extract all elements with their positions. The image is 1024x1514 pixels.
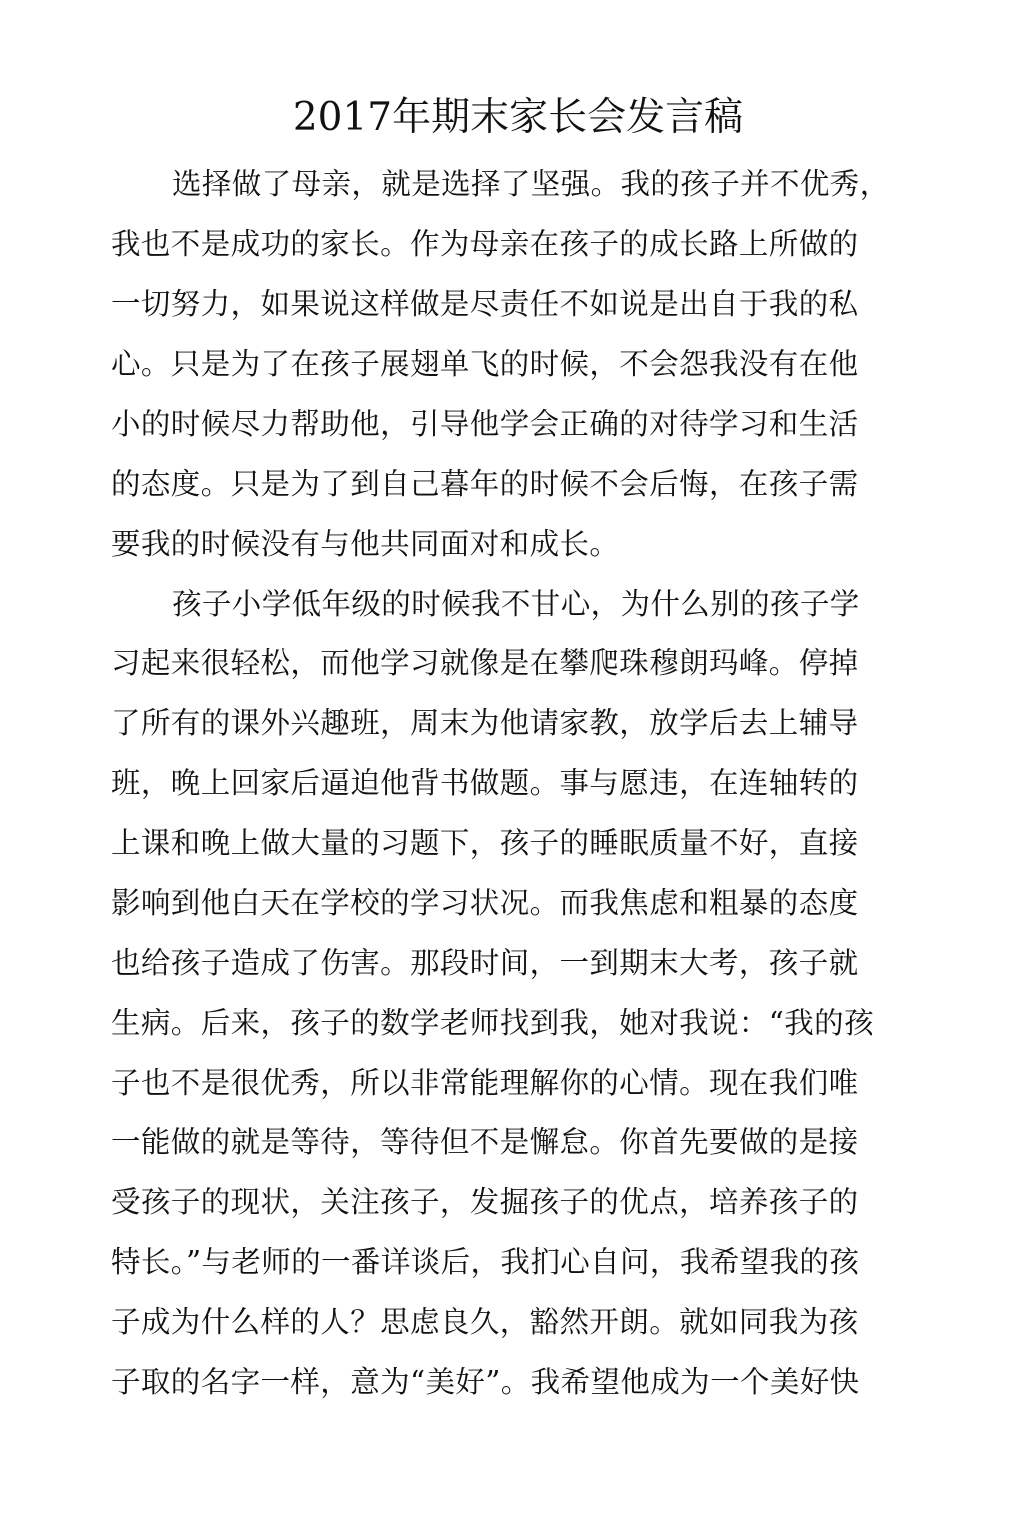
paragraph-1-line-6: 的态度。只是为了到自己暮年的时候不会后悔，在孩子需	[111, 467, 859, 501]
paragraph-2-line-10: 一能做的就是等待，等待但不是懈怠。你首先要做的是接	[111, 1125, 859, 1159]
paragraph-2-line-13: 子成为什么样的人？思虑良久，豁然开朗。就如同我为孩	[111, 1305, 859, 1339]
paragraph-2-line-12: 特长。”与老师的一番详谈后，我扪心自问，我希望我的孩	[111, 1245, 860, 1279]
paragraph-2-line-3: 了所有的课外兴趣班，周末为他请家教，放学后去上辅导	[111, 706, 859, 740]
paragraph-2-line-7: 也给孩子造成了伤害。那段时间，一到期末大考，孩子就	[111, 946, 859, 980]
paragraph-2-line-6: 影响到他白天在学校的学习状况。而我焦虑和粗暴的态度	[111, 886, 859, 920]
paragraph-1-line-5: 小的时候尽力帮助他，引导他学会正确的对待学习和生活	[111, 407, 859, 441]
paragraph-2-line-1: 孩子小学低年级的时候我不甘心，为什么别的孩子学	[172, 587, 860, 621]
paragraph-2-line-14: 子取的名字一样，意为“美好”。我希望他成为一个美好快	[111, 1365, 860, 1399]
paragraph-2-line-5: 上课和晚上做大量的习题下，孩子的睡眠质量不好，直接	[111, 826, 859, 860]
paragraph-1-line-3: 一切努力，如果说这样做是尽责任不如说是出自于我的私	[111, 287, 859, 321]
paragraph-2-line-8: 生病。后来，孩子的数学老师找到我，她对我说：“我的孩	[111, 1006, 874, 1040]
document-title: 2017年期末家长会发言稿	[292, 95, 744, 140]
paragraph-2-line-9: 子也不是很优秀，所以非常能理解你的心情。现在我们唯	[111, 1066, 859, 1100]
paragraph-1-line-1: 选择做了母亲，就是选择了坚强。我的孩子并不优秀，	[172, 167, 890, 201]
paragraph-1-line-4: 心。只是为了在孩子展翅单飞的时候，不会怨我没有在他	[111, 347, 859, 381]
paragraph-1-line-2: 我也不是成功的家长。作为母亲在孩子的成长路上所做的	[111, 227, 859, 261]
paragraph-2-line-2: 习起来很轻松，而他学习就像是在攀爬珠穆朗玛峰。停掉	[111, 646, 859, 680]
paragraph-2-line-4: 班，晚上回家后逼迫他背书做题。事与愿违，在连轴转的	[111, 766, 859, 800]
paragraph-1-line-7: 要我的时候没有与他共同面对和成长。	[111, 527, 620, 561]
paragraph-2-line-11: 受孩子的现状，关注孩子，发掘孩子的优点，培养孩子的	[111, 1185, 859, 1219]
